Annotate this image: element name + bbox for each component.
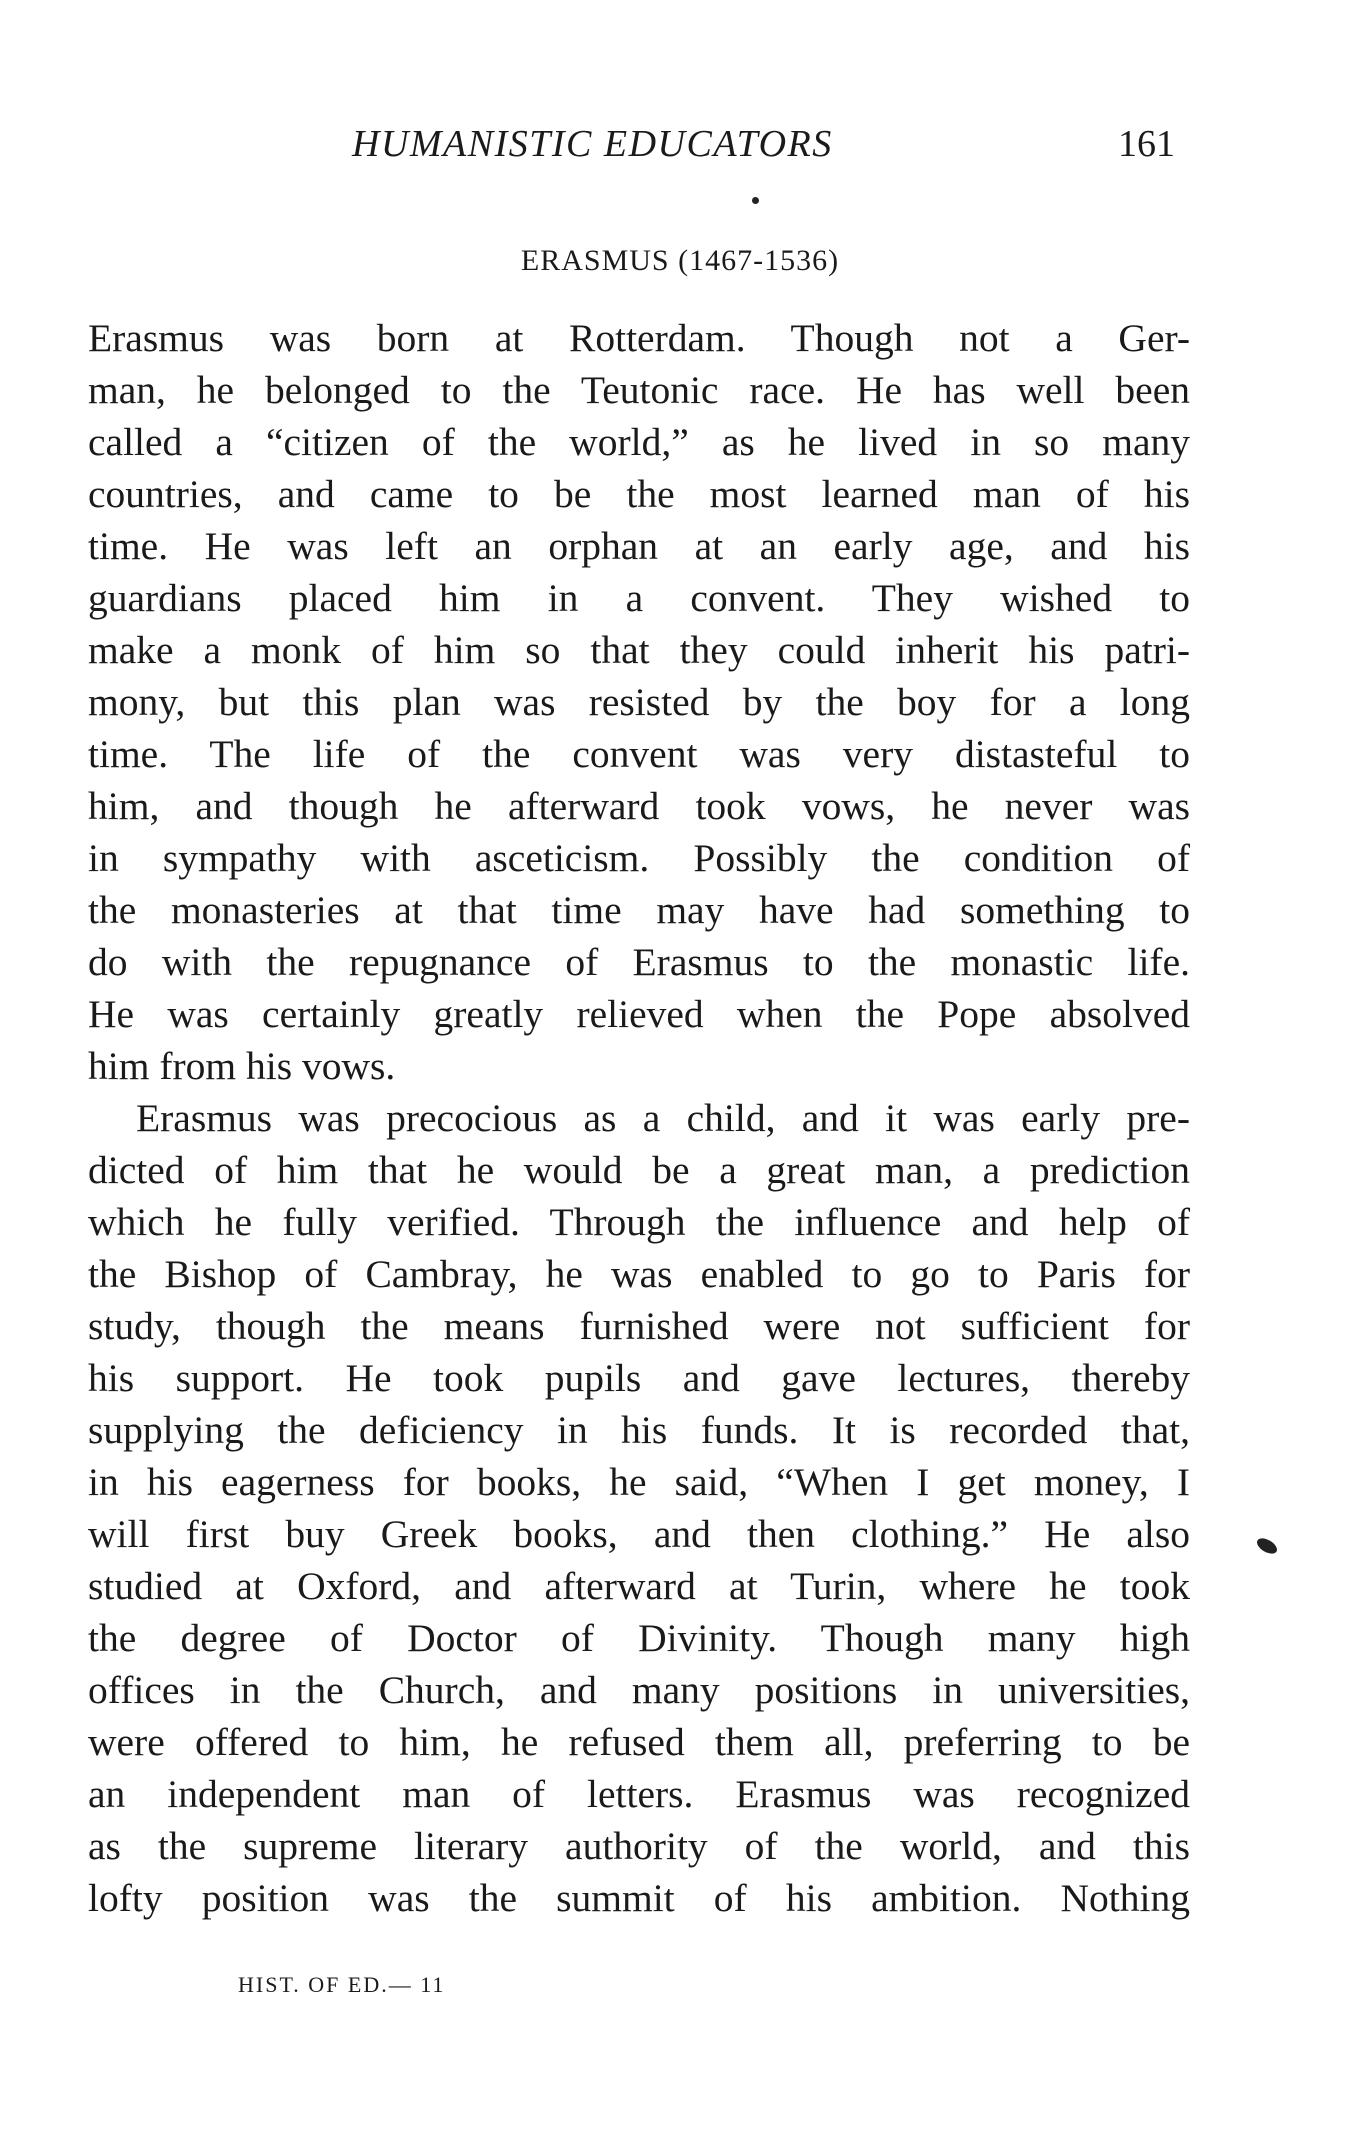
text-line: will first buy Greek books, and then clothing.” He also xyxy=(88,1512,1190,1556)
paragraph-1 xyxy=(88,312,1190,1092)
text-line: man, he belonged to the Teutonic race. He has well been xyxy=(88,368,1190,412)
page-number: 161 xyxy=(1118,123,1175,165)
text-line: offices in the Church, and many positions in universities, xyxy=(88,1668,1190,1712)
text-line: in his eagerness for books, he said, “When I get money, I xyxy=(88,1460,1190,1504)
text-line: the degree of Doctor of Divinity. Though many high xyxy=(88,1616,1190,1660)
signature-mark: HIST. OF ED.— 11 xyxy=(238,1972,446,1997)
text-line: the monasteries at that time may have had something to xyxy=(88,888,1190,932)
body-text xyxy=(88,312,1190,1924)
text-line: Erasmus was precocious as a child, and it was early pre- xyxy=(136,1096,1190,1140)
text-line: were offered to him, he refused them all, preferring to be xyxy=(88,1720,1190,1764)
ink-speck xyxy=(752,197,759,204)
text-line: studied at Oxford, and afterward at Turin, where he took xyxy=(88,1564,1190,1608)
text-line: countries, and came to be the most learned man of his xyxy=(88,472,1190,516)
text-line: called a “citizen of the world,” as he lived in so many xyxy=(88,420,1190,464)
text-line: as the supreme literary authority of the world, and this xyxy=(88,1824,1190,1868)
text-line: study, though the means furnished were not sufficient for xyxy=(88,1304,1190,1348)
text-line: his support. He took pupils and gave lectures, thereby xyxy=(88,1356,1190,1400)
text-line: time. He was left an orphan at an early age, and his xyxy=(88,524,1190,568)
text-line: him from his vows. xyxy=(88,1044,396,1088)
text-line: mony, but this plan was resisted by the boy for a long xyxy=(88,680,1190,724)
text-line: in sympathy with asceticism. Possibly the condition of xyxy=(88,836,1190,880)
text-line: make a monk of him so that they could inherit his patri- xyxy=(88,628,1190,672)
text-line: He was certainly greatly relieved when the Pope absolved xyxy=(88,992,1190,1036)
running-head xyxy=(0,122,1360,172)
text-line: him, and though he afterward took vows, he never was xyxy=(88,784,1190,828)
text-line: dicted of him that he would be a great man, a prediction xyxy=(88,1148,1190,1192)
running-title: HUMANISTIC EDUCATORS xyxy=(352,123,833,165)
text-line: do with the repugnance of Erasmus to the monastic life. xyxy=(88,940,1190,984)
text-line: time. The life of the convent was very distasteful to xyxy=(88,732,1190,776)
section-heading: ERASMUS (1467-1536) xyxy=(520,244,840,277)
text-line: supplying the deficiency in his funds. It is recorded that, xyxy=(88,1408,1190,1452)
paragraph-2 xyxy=(88,1092,1190,1924)
text-line: which he fully verified. Through the influence and help of xyxy=(88,1200,1190,1244)
text-line: Erasmus was born at Rotterdam. Though not a Ger- xyxy=(88,316,1190,360)
text-line: lofty position was the summit of his ambition. Nothing xyxy=(88,1876,1190,1920)
text-line: guardians placed him in a convent. They wished to xyxy=(88,576,1190,620)
text-line: the Bishop of Cambray, he was enabled to go to Paris for xyxy=(88,1252,1190,1296)
text-line: an independent man of letters. Erasmus was recognized xyxy=(88,1772,1190,1816)
ink-smudge xyxy=(1254,1535,1279,1556)
